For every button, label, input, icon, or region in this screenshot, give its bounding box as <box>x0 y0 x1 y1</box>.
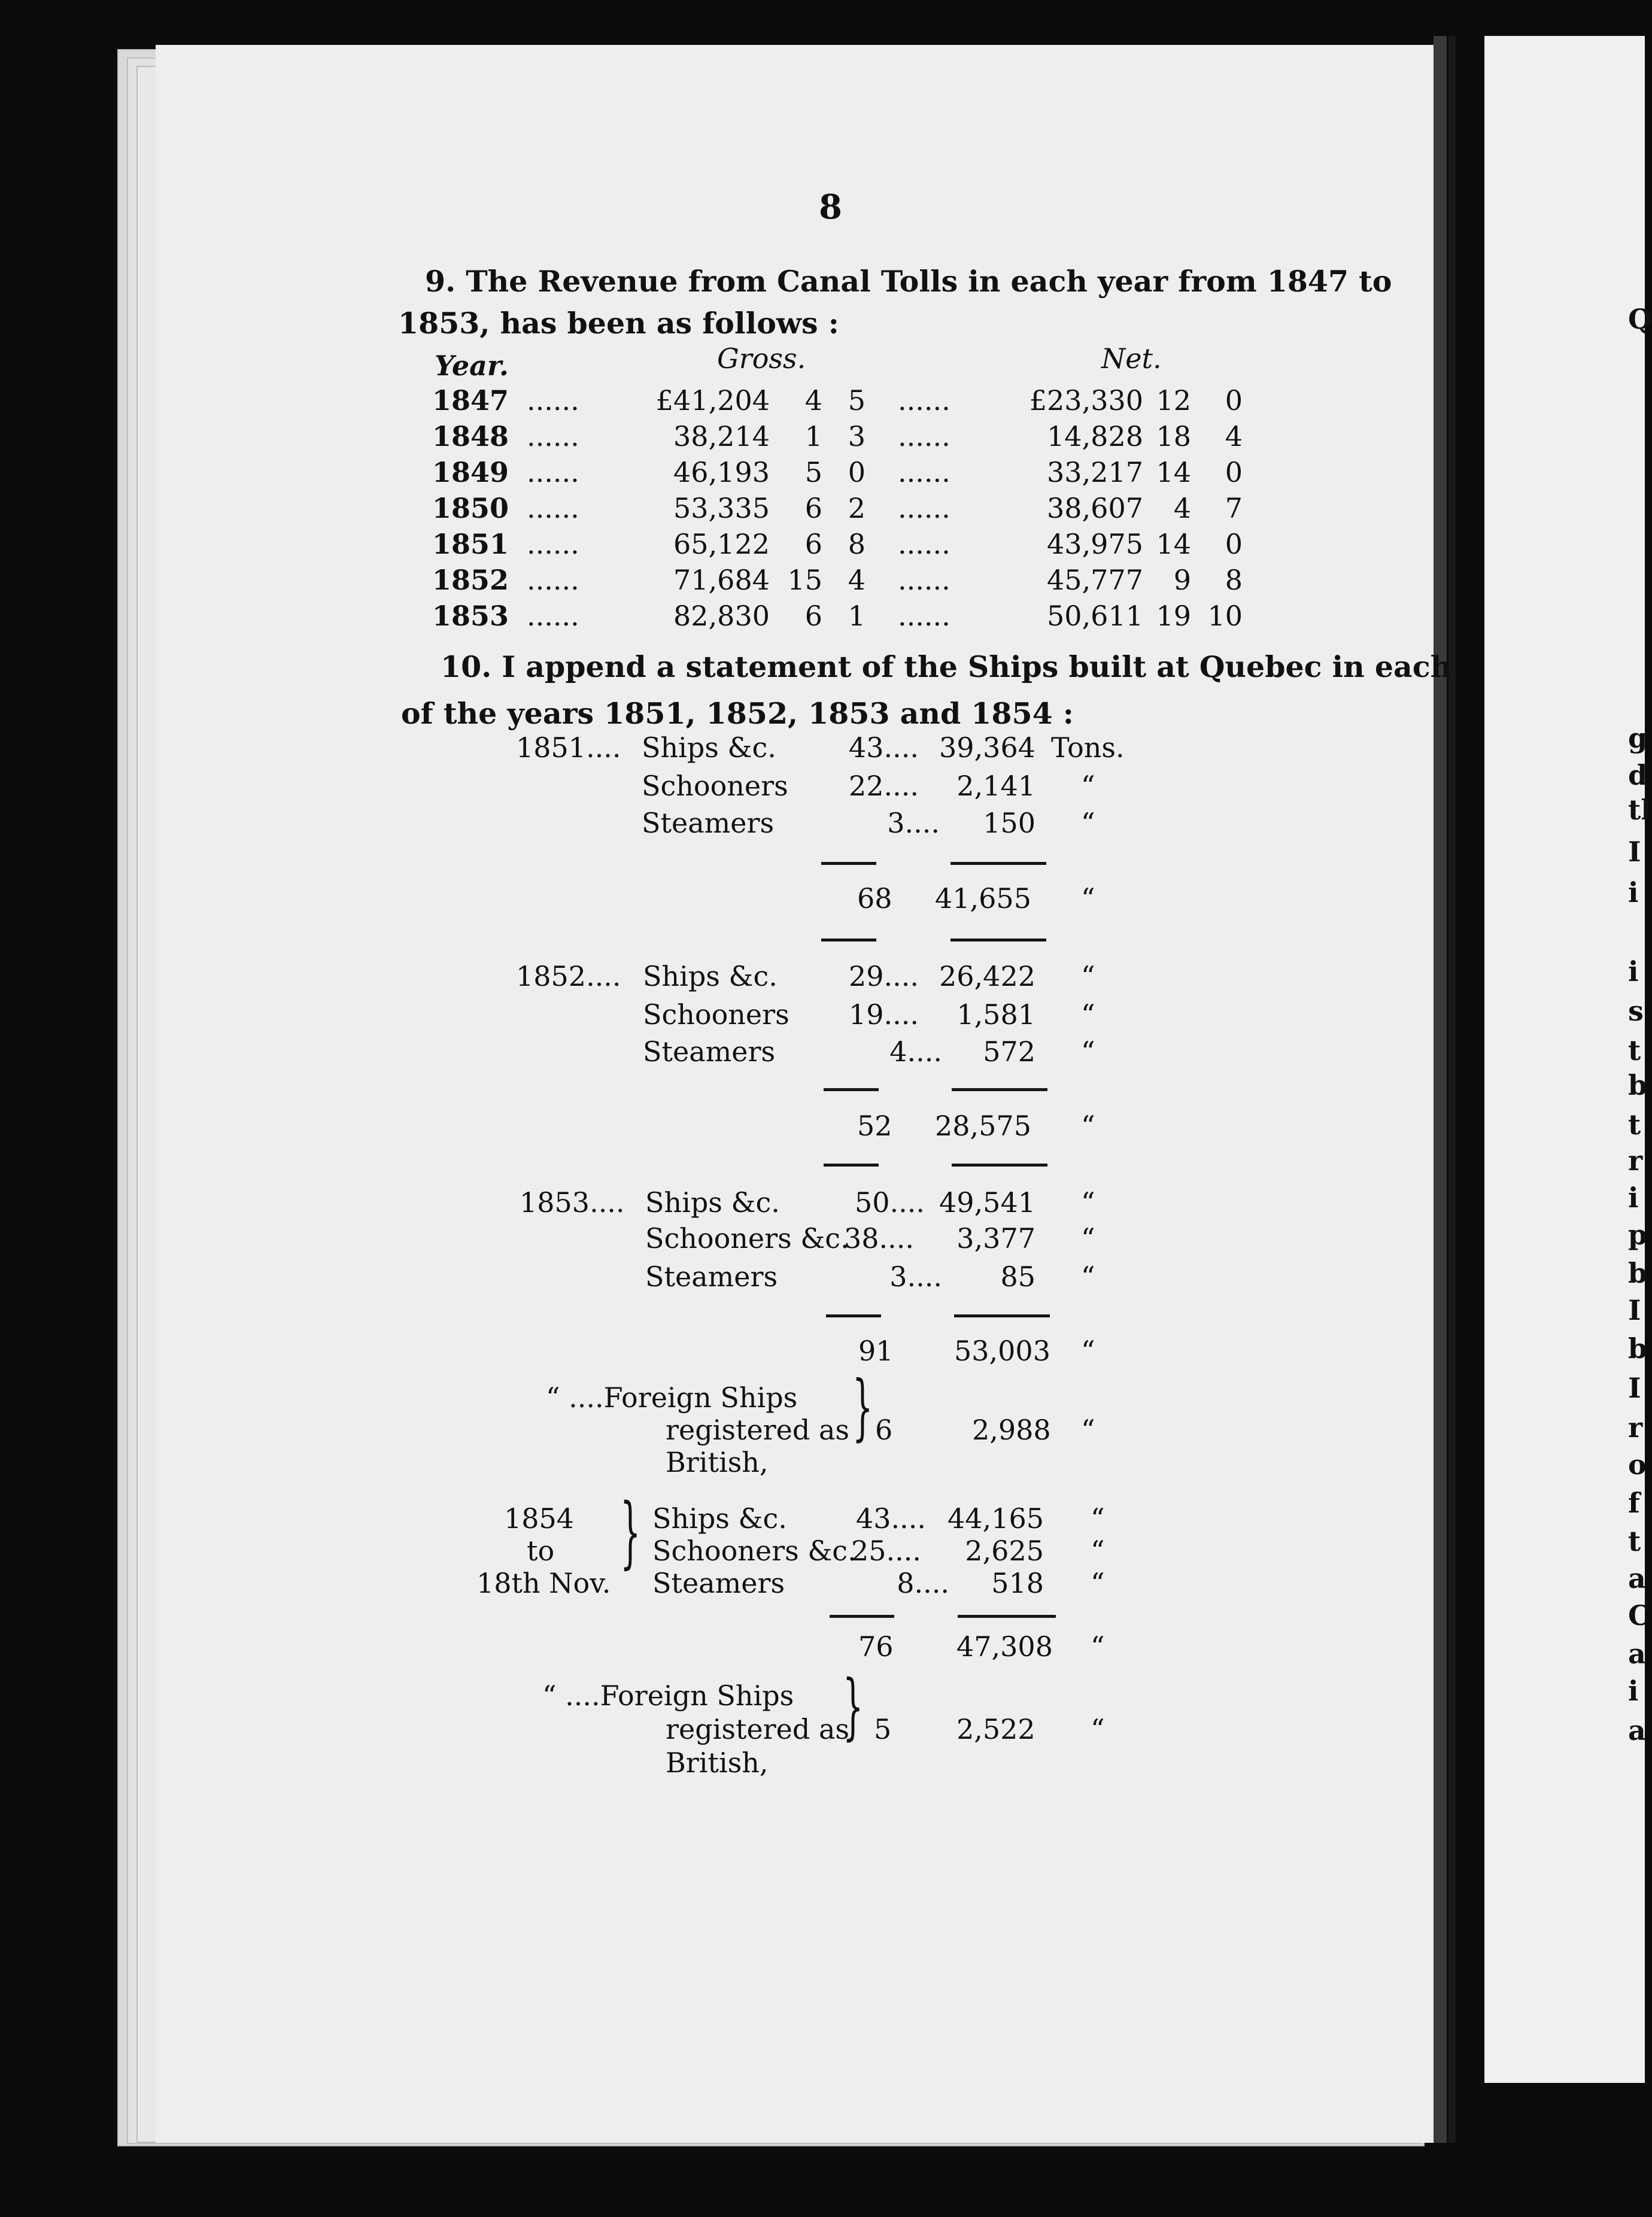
net-pounds-cell: 14,828 <box>1047 420 1143 452</box>
leader-dots: ...... <box>898 528 950 560</box>
header-net: Net. <box>1101 342 1162 375</box>
tons-cell: 2,141 <box>956 770 1035 802</box>
count-cell: 22.... <box>849 770 919 802</box>
tons-total: 41,655 <box>935 882 1031 915</box>
count-cell: 3.... <box>887 807 940 839</box>
ditto-mark: “ <box>1081 1261 1095 1293</box>
right-page-letter: g <box>1628 722 1648 754</box>
tons-cell: 2,625 <box>965 1535 1044 1567</box>
right-page-letter: r <box>1628 1411 1643 1444</box>
count-cell: 4.... <box>889 1035 942 1068</box>
gross-shillings-cell: 6 <box>804 528 822 560</box>
sum-rule <box>821 862 876 865</box>
row-label: Schooners <box>643 998 789 1031</box>
sum-rule <box>952 1164 1047 1167</box>
leader-dots: ...... <box>898 420 950 452</box>
gross-pence-cell: 5 <box>848 384 866 417</box>
right-page-letter: I <box>1628 836 1641 868</box>
tons-total: 53,003 <box>954 1335 1050 1367</box>
ditto-mark: “ <box>1091 1713 1105 1745</box>
foreign-ships-label: British, <box>666 1747 769 1779</box>
foreign-ships-label: “ ....Foreign Ships <box>546 1381 798 1414</box>
header-year: Year. <box>435 350 509 382</box>
tons-total: 47,308 <box>956 1630 1053 1663</box>
leader-dots: ...... <box>898 456 950 488</box>
right-page-letter: d <box>1628 759 1648 791</box>
ditto-mark: “ <box>1081 882 1095 915</box>
tons-cell: 3,377 <box>956 1222 1035 1255</box>
leader-dots: ...... <box>898 492 950 524</box>
sum-rule <box>958 1615 1056 1618</box>
gross-pence-cell: 3 <box>848 420 866 452</box>
year-cell: 1851 <box>432 528 509 560</box>
gross-pounds-cell: 71,684 <box>673 564 770 596</box>
net-shillings-cell: 4 <box>1173 492 1191 524</box>
sum-rule <box>824 1088 879 1091</box>
gross-pence-cell: 1 <box>848 600 866 632</box>
ditto-mark: “ <box>1091 1535 1105 1567</box>
net-pence-cell: 7 <box>1225 492 1243 524</box>
count-cell: 19.... <box>849 998 919 1031</box>
gross-shillings-cell: 6 <box>804 492 822 524</box>
ditto-mark: “ <box>1091 1630 1105 1663</box>
gross-pence-cell: 8 <box>848 528 866 560</box>
para9-line1: 9. The Revenue from Canal Tolls in each year from 1847 to <box>425 264 1392 299</box>
ditto-mark: “ <box>1081 807 1095 839</box>
gross-shillings-cell: 5 <box>804 456 822 488</box>
count-cell: 5 <box>874 1713 892 1745</box>
ditto-mark: “ <box>1081 770 1095 802</box>
tons-unit: Tons. <box>1051 731 1125 764</box>
count-cell: 43.... <box>856 1502 927 1535</box>
count-cell: 38.... <box>844 1222 915 1255</box>
foreign-ships-label: registered as <box>666 1713 849 1745</box>
year-cell: 1847 <box>432 384 509 417</box>
right-page-letter: I <box>1628 1294 1641 1326</box>
year-label-1852: 1852.... <box>516 960 621 992</box>
year-cell: 1848 <box>432 420 509 452</box>
gross-pence-cell: 4 <box>848 564 866 596</box>
count-cell: 3.... <box>889 1261 942 1293</box>
net-pounds-cell: 45,777 <box>1047 564 1143 596</box>
year-label-1854: to <box>527 1535 555 1567</box>
gross-pounds-cell: 38,214 <box>673 420 770 452</box>
brace-icon: } <box>852 1366 873 1449</box>
ditto-mark: “ <box>1091 1502 1105 1535</box>
leader-dots: ...... <box>527 600 579 632</box>
leader-dots: ...... <box>898 600 950 632</box>
ditto-mark: “ <box>1081 1035 1095 1068</box>
row-label: Ships &c. <box>645 1186 780 1219</box>
sum-rule <box>821 939 876 942</box>
tons-cell: 39,364 <box>939 731 1035 764</box>
net-shillings-cell: 14 <box>1156 456 1191 488</box>
net-pence-cell: 8 <box>1225 564 1243 596</box>
row-label: Schooners &c. <box>645 1222 849 1255</box>
net-shillings-cell: 14 <box>1156 528 1191 560</box>
tons-cell: 518 <box>991 1567 1044 1599</box>
right-page-letter: tl <box>1628 794 1651 826</box>
count-cell: 8.... <box>897 1567 949 1599</box>
count-cell: 6 <box>875 1414 893 1446</box>
sum-rule <box>952 1088 1047 1091</box>
leader-dots: ...... <box>898 564 950 596</box>
brace-icon: } <box>843 1665 864 1748</box>
net-pence-cell: 0 <box>1225 528 1243 560</box>
tons-cell: 572 <box>983 1035 1035 1068</box>
row-label: Steamers <box>645 1261 778 1293</box>
right-page-letter: i <box>1628 876 1639 909</box>
ditto-mark: “ <box>1091 1567 1105 1599</box>
right-page-letter: t <box>1628 1525 1641 1557</box>
year-label-1854: 1854 <box>504 1502 575 1535</box>
gutter-line <box>1448 36 1456 2143</box>
ditto-mark: “ <box>1081 1222 1095 1255</box>
tons-cell: 44,165 <box>948 1502 1044 1535</box>
row-label: Steamers <box>642 807 775 839</box>
net-shillings-cell: 19 <box>1156 600 1191 632</box>
right-page-letter: b <box>1628 1332 1648 1365</box>
tons-cell: 49,541 <box>939 1186 1035 1219</box>
ditto-mark: “ <box>1081 1186 1095 1219</box>
right-page-letter: o <box>1628 1448 1647 1481</box>
right-page-letter: r <box>1628 1144 1643 1177</box>
tons-cell: 2,522 <box>956 1713 1035 1745</box>
gross-shillings-cell: 1 <box>804 420 822 452</box>
foreign-ships-label: “ ....Foreign Ships <box>542 1680 794 1712</box>
right-page-letter: I <box>1628 1372 1641 1404</box>
leader-dots: ...... <box>527 564 579 596</box>
right-page <box>1484 36 1648 2083</box>
right-page-letter: t <box>1628 1034 1641 1067</box>
count-total: 76 <box>858 1630 894 1663</box>
right-page-letter: i <box>1628 1182 1639 1214</box>
gross-pounds-cell: 53,335 <box>673 492 770 524</box>
ditto-mark: “ <box>1081 1335 1095 1367</box>
para9-line2: 1853, has been as follows : <box>398 306 839 341</box>
brace-icon: } <box>620 1487 641 1578</box>
net-pounds-cell: 38,607 <box>1047 492 1143 524</box>
gross-shillings-cell: 4 <box>804 384 822 417</box>
gross-pounds-cell: £41,204 <box>655 384 770 417</box>
right-page-letter: b <box>1628 1069 1648 1101</box>
net-pounds-cell: 43,975 <box>1047 528 1143 560</box>
net-pounds-cell: 33,217 <box>1047 456 1143 488</box>
right-page-letter: p <box>1628 1219 1648 1251</box>
leader-dots: ...... <box>527 420 579 452</box>
count-cell: 50.... <box>855 1186 925 1219</box>
year-cell: 1853 <box>432 600 509 632</box>
gross-pounds-cell: 46,193 <box>673 456 770 488</box>
tons-cell: 1,581 <box>956 998 1035 1031</box>
ditto-mark: “ <box>1081 998 1095 1031</box>
right-page-letter: Q <box>1628 303 1652 335</box>
para10-line2: of the years 1851, 1852, 1853 and 1854 : <box>401 696 1074 731</box>
year-label-1851: 1851.... <box>516 731 621 764</box>
right-page-letter: b <box>1628 1257 1648 1289</box>
ditto-mark: “ <box>1081 1110 1095 1142</box>
year-cell: 1852 <box>432 564 509 596</box>
net-shillings-cell: 18 <box>1156 420 1191 452</box>
leader-dots: ...... <box>898 384 950 417</box>
right-page-letter: f <box>1628 1487 1640 1519</box>
tons-total: 28,575 <box>935 1110 1031 1142</box>
net-pounds-cell: 50,611 <box>1047 600 1143 632</box>
net-shillings-cell: 12 <box>1156 384 1191 417</box>
ditto-mark: “ <box>1081 1414 1095 1446</box>
right-page-letter: i <box>1628 1675 1639 1707</box>
foreign-ships-label: registered as <box>666 1414 849 1446</box>
right-page-letter: C <box>1628 1599 1650 1632</box>
ditto-mark: “ <box>1081 960 1095 992</box>
sum-rule <box>950 862 1046 865</box>
tons-cell: 2,988 <box>972 1414 1051 1446</box>
right-page-letter: i <box>1628 955 1639 988</box>
net-pence-cell: 0 <box>1225 456 1243 488</box>
leader-dots: ...... <box>527 528 579 560</box>
sum-rule <box>954 1314 1050 1317</box>
net-pence-cell: 4 <box>1225 420 1243 452</box>
year-cell: 1850 <box>432 492 509 524</box>
net-pounds-cell: £23,330 <box>1029 384 1143 417</box>
count-cell: 25.... <box>851 1535 922 1567</box>
tons-cell: 85 <box>1000 1261 1035 1293</box>
right-page-letter: a <box>1628 1562 1646 1595</box>
right-page-letter: t <box>1628 1108 1641 1141</box>
row-label: Steamers <box>643 1035 776 1068</box>
sum-rule <box>824 1164 879 1167</box>
gutter-shadow <box>1434 36 1447 2143</box>
gross-pounds-cell: 82,830 <box>673 600 770 632</box>
sum-rule <box>826 1314 881 1317</box>
row-label: Ships &c. <box>652 1502 787 1535</box>
gross-pence-cell: 2 <box>848 492 866 524</box>
year-cell: 1849 <box>432 456 509 488</box>
row-label: Ships &c. <box>643 960 778 992</box>
count-cell: 29.... <box>849 960 919 992</box>
row-label: Ships &c. <box>642 731 776 764</box>
tons-cell: 26,422 <box>939 960 1035 992</box>
count-total: 68 <box>857 882 892 915</box>
row-label: Schooners <box>642 770 788 802</box>
tons-cell: 150 <box>983 807 1035 839</box>
count-total: 91 <box>858 1335 894 1367</box>
year-label-1854: 18th Nov. <box>476 1567 611 1599</box>
leader-dots: ...... <box>527 456 579 488</box>
right-page-letter: a <box>1628 1638 1646 1670</box>
right-page-letter: s <box>1628 995 1644 1027</box>
year-label-1853: 1853.... <box>520 1186 625 1219</box>
leader-dots: ...... <box>527 384 579 417</box>
row-label: Schooners &c. <box>652 1535 857 1567</box>
right-page-letter: a <box>1628 1714 1646 1747</box>
gross-pounds-cell: 65,122 <box>673 528 770 560</box>
net-pence-cell: 10 <box>1207 600 1243 632</box>
net-shillings-cell: 9 <box>1173 564 1191 596</box>
gross-shillings-cell: 15 <box>787 564 822 596</box>
sum-rule <box>950 939 1046 942</box>
page-number: 8 <box>819 187 842 227</box>
row-label: Steamers <box>652 1567 785 1599</box>
header-gross: Gross. <box>717 342 806 375</box>
gross-pence-cell: 0 <box>848 456 866 488</box>
count-total: 52 <box>857 1110 892 1142</box>
net-pence-cell: 0 <box>1225 384 1243 417</box>
leader-dots: ...... <box>527 492 579 524</box>
gross-shillings-cell: 6 <box>804 600 822 632</box>
sum-rule <box>830 1615 894 1618</box>
count-cell: 43.... <box>849 731 919 764</box>
foreign-ships-label: British, <box>666 1446 769 1478</box>
para10-line1: 10. I append a statement of the Ships built at Quebec in each <box>441 649 1452 684</box>
